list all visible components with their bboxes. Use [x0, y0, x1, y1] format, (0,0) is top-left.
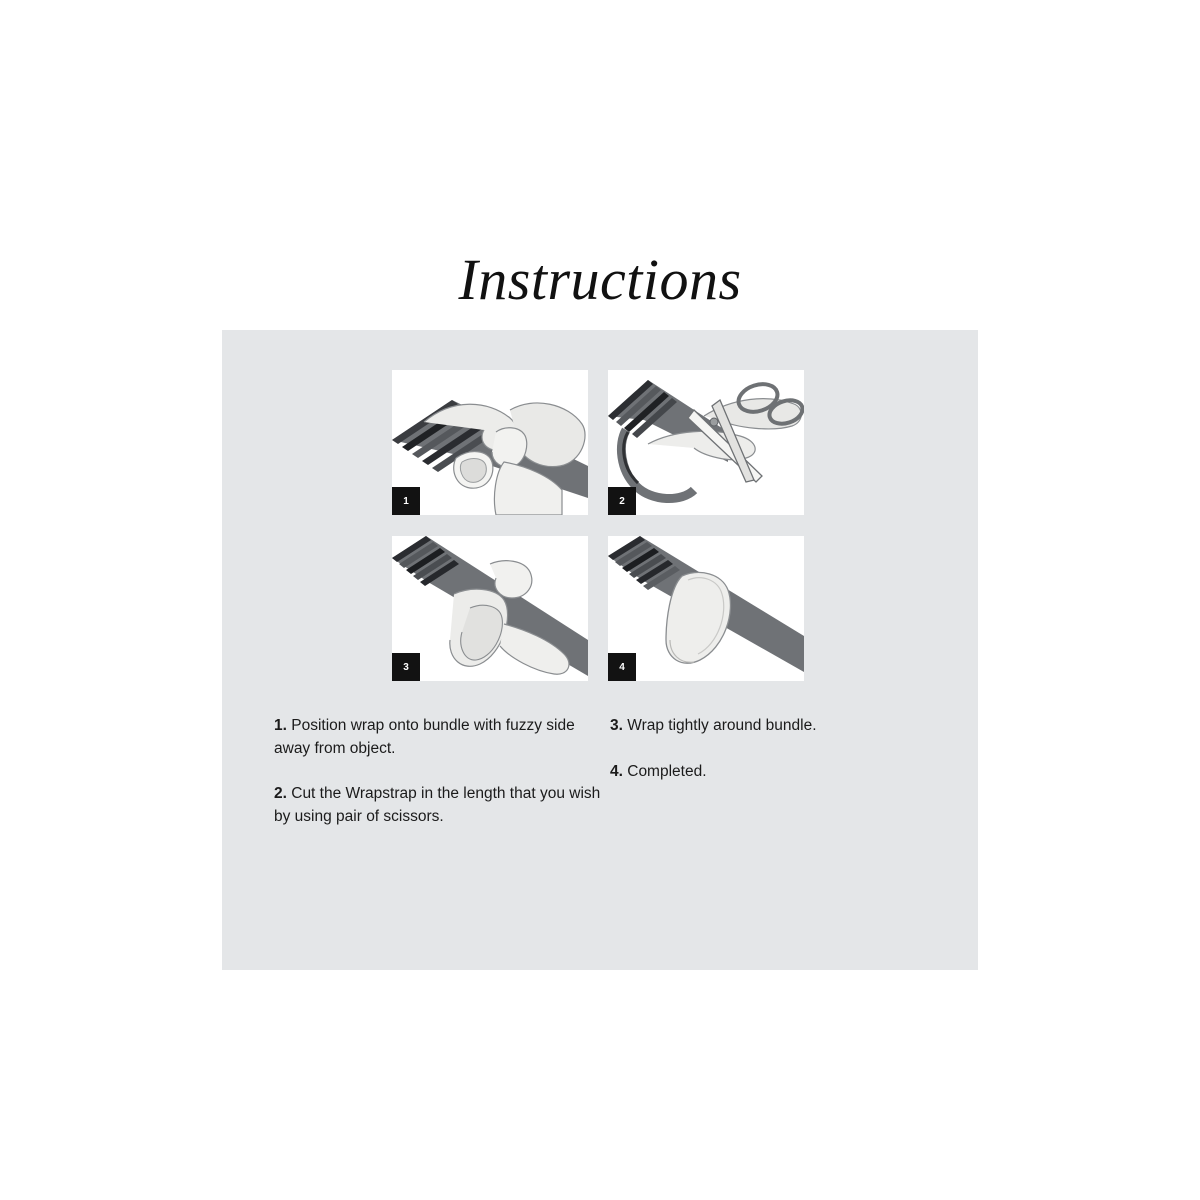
- figure-completed: [608, 536, 804, 681]
- page-title-block: [275, 248, 925, 316]
- figure-badge: 2: [608, 487, 636, 515]
- figure-cut-wrapstrap: [608, 370, 804, 515]
- steps-captions: [274, 715, 944, 845]
- step-item-2: [274, 783, 604, 828]
- figure-grid: [392, 370, 810, 682]
- figure-badge: 4: [608, 653, 636, 681]
- step-text: Cut the Wrapstrap in the length that you wish by using pair of scissors.: [274, 785, 601, 825]
- steps-column-left: [274, 715, 604, 828]
- step-item-1: [274, 715, 604, 760]
- step-number: 2.: [274, 785, 287, 802]
- figure-3-illustration: [392, 536, 588, 681]
- page-title: Instructions: [275, 248, 925, 312]
- steps-column-right: [610, 715, 940, 783]
- step-item-3: [610, 715, 940, 738]
- figure-position-wrap: [392, 370, 588, 515]
- step-text: Wrap tightly around bundle.: [622, 717, 817, 734]
- step-number: 1.: [274, 717, 287, 734]
- figure-1-illustration: [392, 370, 588, 515]
- figure-badge: 3: [392, 653, 420, 681]
- step-item-4: [610, 761, 940, 784]
- step-number: 4.: [610, 762, 623, 780]
- figure-wrap-tightly: [392, 536, 588, 681]
- figure-2-illustration: [608, 370, 804, 515]
- instructions-panel: [222, 330, 978, 970]
- figure-badge: 1: [392, 487, 420, 515]
- step-text: Position wrap onto bundle with fuzzy side away from object.: [274, 717, 575, 757]
- step-text: Completed.: [622, 762, 707, 780]
- step-number: 3.: [610, 717, 623, 734]
- figure-4-illustration: [608, 536, 804, 681]
